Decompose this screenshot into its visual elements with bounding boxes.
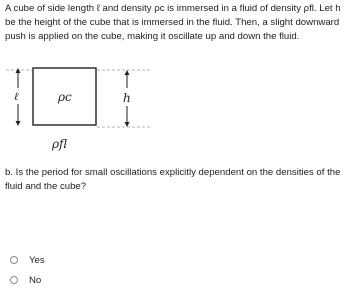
option-yes[interactable] bbox=[10, 253, 45, 267]
option-no-label: No bbox=[29, 274, 42, 286]
side-length-label: ℓ bbox=[14, 90, 19, 103]
fluid-density-label: ρfl bbox=[52, 137, 68, 151]
cube-density-label: ρc bbox=[58, 90, 72, 104]
immersed-height-label: h bbox=[123, 91, 131, 105]
radio-no-icon[interactable] bbox=[10, 276, 18, 284]
option-no[interactable] bbox=[10, 273, 41, 287]
question-part-b: b. Is the period for small oscillations explicitly dependent on the densities of the fluid and the cube? bbox=[5, 167, 341, 192]
cube-in-fluid-diagram bbox=[0, 56, 350, 156]
question-intro: A cube of side length ℓ and density ρc is immersed in a fluid of density ρfl. Let h be the height of the cube that is immersed in the fluid. Then, a slight downward push is applied on the cube, making it oscillate up and down the fluid. bbox=[5, 3, 341, 42]
radio-yes-icon[interactable] bbox=[10, 256, 18, 264]
option-yes-label: Yes bbox=[29, 254, 45, 266]
